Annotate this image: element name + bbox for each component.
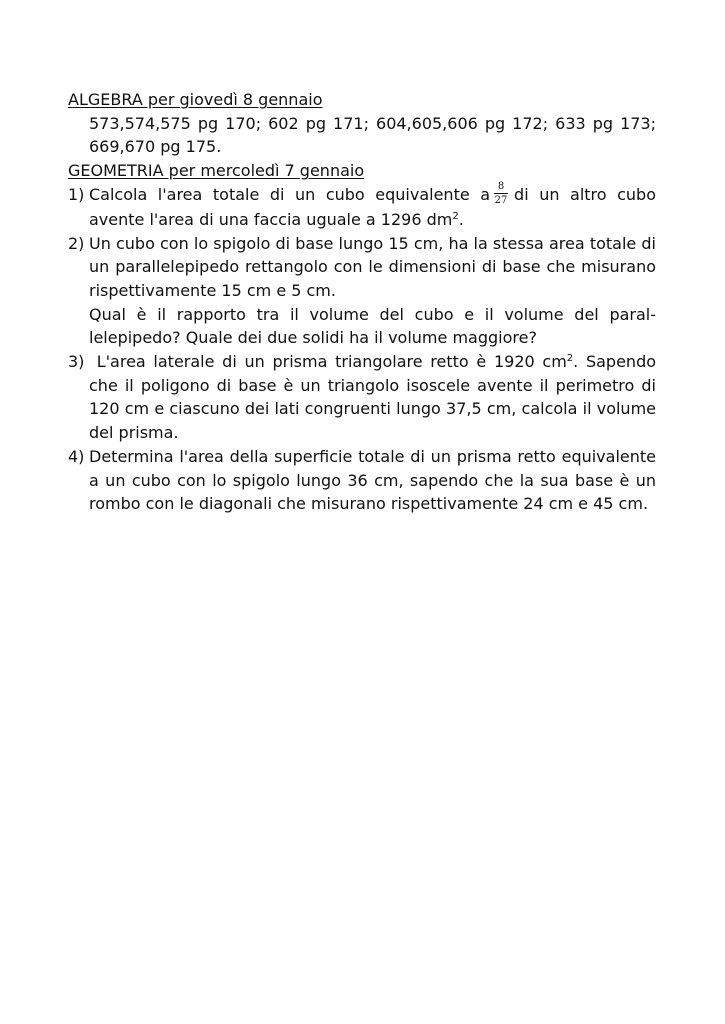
algebra-heading: ALGEBRA per giovedì 8 gennaio: [68, 90, 323, 109]
fraction-bar: [494, 193, 508, 194]
problem-3: [68, 350, 656, 445]
problem-text-before: Calcola l'area totale di un cubo equivalente a: [89, 184, 491, 204]
problem-number: 1): [68, 184, 85, 204]
problem-text-after: di un altro cubo avente l'area di una faccia uguale a 1296 dm: [89, 184, 657, 229]
problem-text: [89, 180, 657, 232]
problem-text-part-2: Qual è il rapporto tra il volume del cubo e il volume del paral-lelepipedo? Quale dei due solidi ha il volume maggiore?: [89, 304, 656, 348]
problem-number: 4): [68, 446, 85, 466]
problem-2: [68, 232, 656, 351]
problem-4: [68, 445, 656, 516]
algebra-assignments: 573,574,575 pg 170; 602 pg 171; 604,605,606 pg 172; 633 pg 173; 669,670 pg 175.: [89, 113, 656, 157]
geometria-heading: GEOMETRIA per mercoledì 7 gennaio: [68, 161, 365, 181]
problem-text-end: .: [458, 209, 464, 229]
problem-1: [68, 180, 657, 232]
homework-document: [68, 88, 656, 516]
fraction-numerator: 8: [497, 180, 505, 192]
problem-text-before: L'area laterale di un prisma triangolare retto è 1920 cm: [96, 352, 567, 372]
problem-text-after: . Sapendo che il poligono di base è un triangolo isoscele avente il perimetro di 120 cm e ciascuno dei lati congruenti lungo 37,5 cm, calcola il volume del prisma.: [89, 352, 657, 443]
fraction: [494, 181, 508, 206]
problem-text: [89, 350, 656, 445]
exponent: 2: [452, 210, 459, 222]
problem-text: Determina l'area della superficie totale di un prisma retto equivalente a un cubo con lo spigolo lungo 36 cm, sapendo che la sua base è un rombo con le diagonali che misurano rispettivamente 24 cm e 45 cm.: [89, 446, 656, 514]
problem-number: 2): [68, 233, 85, 253]
fraction-denominator: 27: [494, 194, 508, 206]
problem-number: 3): [68, 352, 85, 372]
problem-text-part-1: Un cubo con lo spigolo di base lungo 15 cm, ha la stessa area totale di un parallelepipedo rettangolo con le dimensioni di base che misurano rispettivamente 15 cm e 5 cm.: [89, 233, 656, 300]
exponent: 2: [566, 353, 574, 365]
problem-text: [89, 232, 656, 351]
